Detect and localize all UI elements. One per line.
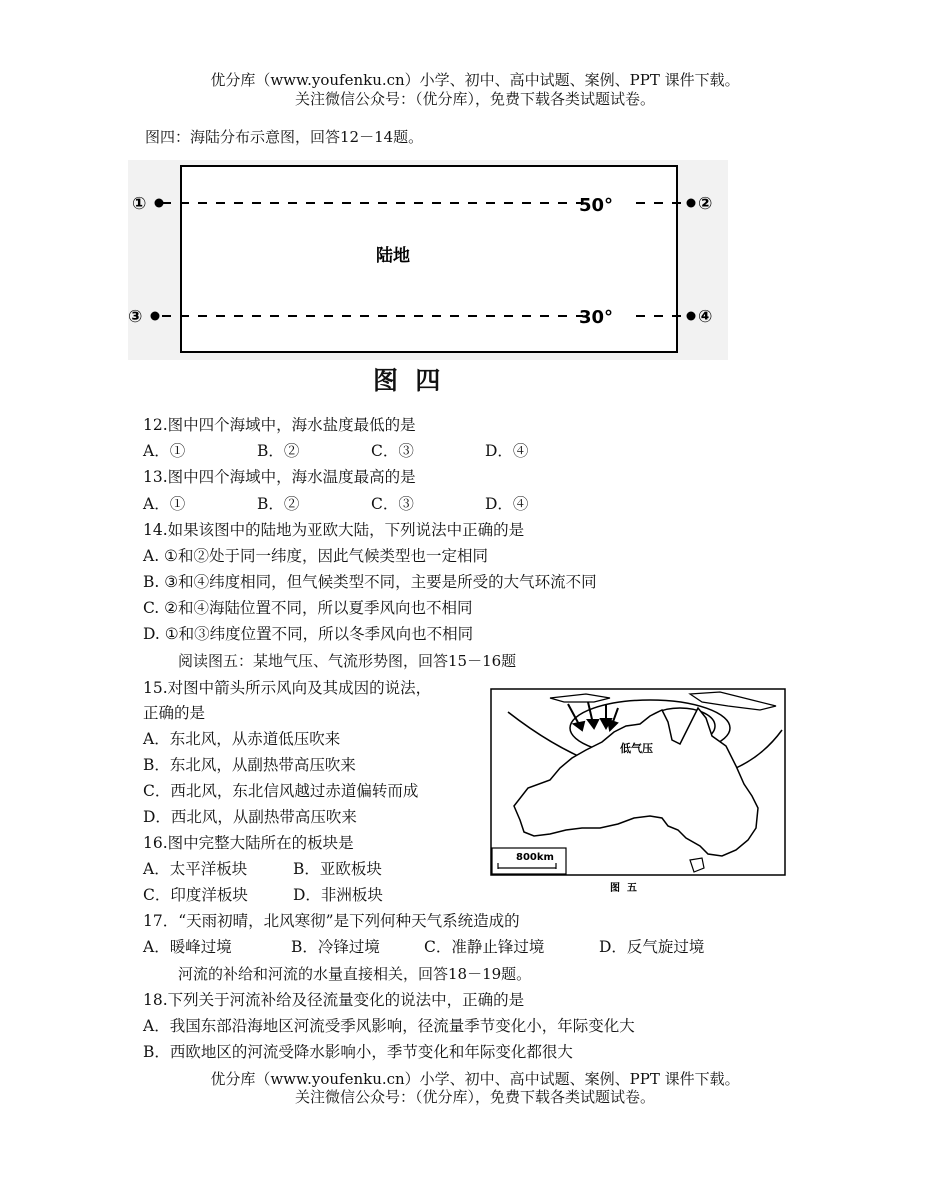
figure5-map: [490, 688, 788, 898]
q14-option-d: D. ①和③纬度位置不同，所以冬季风向也不相同: [143, 625, 474, 643]
marker-1: ①: [132, 194, 147, 214]
header-line-1: 优分库（www.youfenku.cn）小学、初中、高中试题、案例、PPT 课件下载。: [210, 71, 740, 89]
q12-stem: 12.图中四个海域中，海水盐度最低的是: [143, 416, 416, 434]
marker-3: ③: [128, 307, 143, 327]
figure5-intro: 阅读图五：某地气压、气流形势图，回答15－16题: [178, 652, 517, 670]
q17-option-a: A．暖峰过境: [143, 938, 232, 956]
q14-stem: 14.如果该图中的陆地为亚欧大陆，下列说法中正确的是: [143, 521, 525, 539]
q15-option-c: C．西北风，东北信风越过赤道偏转而成: [143, 782, 419, 800]
marker-4: ④: [698, 307, 713, 327]
q17-option-d: D．反气旋过境: [599, 938, 705, 956]
q14-option-c: C. ②和④海陆位置不同，所以夏季风向也不相同: [143, 599, 473, 617]
latitude-50-label: 50°: [579, 195, 614, 216]
q17-stem: 17．“天雨初晴，北风寒彻”是下列何种天气系统造成的: [143, 912, 520, 930]
q13-option-a: A．①: [143, 495, 186, 513]
q16-option-a: A．太平洋板块: [143, 860, 248, 878]
q15-option-a: A．东北风，从赤道低压吹来: [143, 730, 341, 748]
q13-stem: 13.图中四个海域中，海水温度最高的是: [143, 468, 416, 486]
figure5-caption: 图 五: [610, 883, 637, 894]
figure4-caption: 图 四: [373, 366, 441, 395]
q16-stem: 16.图中完整大陆所在的板块是: [143, 834, 354, 852]
point-1-dot: [155, 199, 164, 208]
figure4-intro: 图四：海陆分布示意图，回答12－14题。: [145, 128, 424, 146]
q17-option-b: B．冷锋过境: [291, 938, 380, 956]
figure4-diagram: [128, 160, 728, 360]
q18-stem: 18.下列关于河流补给及径流量变化的说法中，正确的是: [143, 991, 525, 1009]
q18-option-b: B．西欧地区的河流受降水影响小，季节变化和年际变化都很大: [143, 1043, 573, 1061]
q17-option-c: C．准静止锋过境: [424, 938, 545, 956]
q15-stem-line2: 正确的是: [143, 704, 206, 722]
q15-stem-line1: 15.对图中箭头所示风向及其成因的说法，: [143, 679, 432, 697]
q13-option-c: C．③: [371, 495, 414, 513]
q14-option-b: B. ③和④纬度相同，但气候类型不同，主要是所受的大气环流不同: [143, 573, 597, 591]
q16-option-d: D．非洲板块: [293, 886, 383, 904]
land-label: 陆地: [376, 246, 410, 266]
low-pressure-label: 低气压: [620, 742, 653, 755]
q16-option-c: C．印度洋板块: [143, 886, 248, 904]
q12-option-d: D．④: [485, 442, 529, 460]
q12-option-c: C．③: [371, 442, 414, 460]
q12-option-a: A．①: [143, 442, 186, 460]
marker-2: ②: [698, 194, 713, 214]
footer-line-1: 优分库（www.youfenku.cn）小学、初中、高中试题、案例、PPT 课件下载。: [210, 1070, 740, 1088]
q12-option-b: B．②: [257, 442, 300, 460]
q16-option-b: B．亚欧板块: [293, 860, 382, 878]
q13-option-d: D．④: [485, 495, 529, 513]
q13-option-b: B．②: [257, 495, 300, 513]
q15-option-d: D．西北风，从副热带高压吹来: [143, 808, 357, 826]
footer-line-2: 关注微信公众号：（优分库），免费下载各类试题试卷。: [294, 1088, 655, 1106]
header-line-2: 关注微信公众号：（优分库），免费下载各类试题试卷。: [294, 90, 655, 108]
q14-option-a: A. ①和②处于同一纬度，因此气候类型也一定相同: [143, 547, 488, 565]
q15-option-b: B．东北风，从副热带高压吹来: [143, 756, 356, 774]
point-4-dot: [687, 312, 696, 321]
point-3-dot: [151, 312, 160, 321]
scale-label: 800km: [516, 852, 554, 863]
latitude-30-label: 30°: [579, 307, 614, 328]
point-2-dot: [687, 199, 696, 208]
q18-option-a: A．我国东部沿海地区河流受季风影响，径流量季节变化小，年际变化大: [143, 1017, 635, 1035]
intro-18-19: 河流的补给和河流的水量直接相关，回答18－19题。: [178, 965, 532, 983]
